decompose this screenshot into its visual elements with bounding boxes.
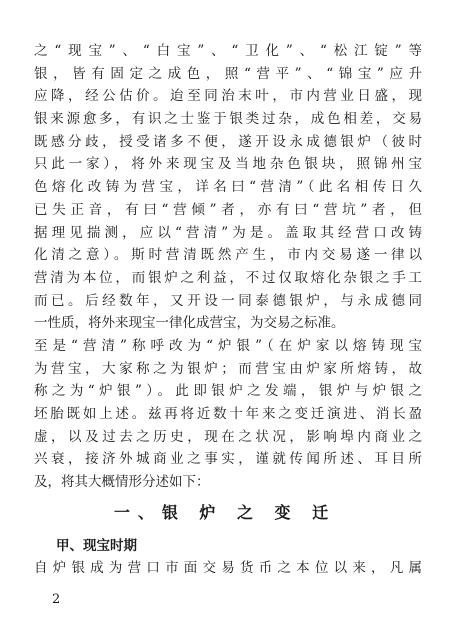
text-line: 至是“营清”称呼改为“炉银”（在炉家以熔铸现宝 bbox=[34, 337, 422, 354]
text-line: 银来源愈多，有识之士鉴于银类过杂，成色相差，交易 bbox=[34, 111, 422, 128]
text-line: 坯胎既如上述。兹再将近数十年来之变迁演进、消长盈 bbox=[34, 406, 422, 422]
text-line: 据理见揣测，应以“营清”为是。盖取其经营口改铸 bbox=[34, 224, 422, 241]
section-heading: 一、银 炉 之 变 迁 bbox=[113, 503, 337, 522]
text-line: 称之为“炉银”）。此即银炉之发端，银炉与炉银之 bbox=[34, 383, 422, 400]
text-line: 兴衰，接济外城商业之事实，谨就传闻所述、耳目所 bbox=[34, 451, 422, 468]
text-line: 自炉银成为营口市面交易货币之本位以来，凡属 bbox=[34, 560, 422, 576]
text-line: 而已。后经数年，又开设一同泰德银炉，与永成德同 bbox=[34, 292, 422, 309]
text-line: 之“现宝”、“白宝”、“卫化”、“松江锭”等 bbox=[34, 43, 422, 59]
section-first-paragraph bbox=[34, 557, 422, 580]
text-line: 已失正音，有曰“营倾”者，亦有曰“营坑”者，但 bbox=[34, 201, 422, 218]
page-number: 2 bbox=[52, 592, 61, 607]
text-line: 只此一家），将外来现宝及当地杂色银块，照锦州宝 bbox=[34, 156, 422, 173]
text-line: 及，将其大概情形分述如下： bbox=[34, 474, 210, 491]
text-line: 银，皆有固定之成色，照“营平”、“锦宝”应升 bbox=[34, 65, 422, 82]
text-line: 营清为本位，而银炉之利益，不过仅取熔化杂银之手工 bbox=[34, 269, 422, 286]
text-line: 色熔化改铸为营宝，详名曰“营清”（此名相传日久 bbox=[34, 179, 422, 196]
text-line: 虚，以及过去之历史，现在之状况，影响埠内商业之 bbox=[34, 428, 422, 445]
subsection-heading: 甲、现宝时期 bbox=[56, 538, 137, 554]
text-line: 化清之意）。斯时营清既然产生，市内交易遂一律以 bbox=[34, 247, 422, 264]
text-line: 既感分歧，授受诸多不便，遂开设永成德银炉（彼时 bbox=[34, 133, 422, 150]
text-line: 一性质，将外来现宝一律化成营宝，为交易之标准。 bbox=[34, 315, 345, 332]
text-line: 应降，经公估价。迨至同治末叶，市内营业日盛，现 bbox=[34, 88, 422, 105]
text-line: 为营宝，大家称之为银炉；而营宝由炉家所熔铸，故 bbox=[34, 360, 422, 377]
body-paragraph bbox=[34, 40, 422, 494]
